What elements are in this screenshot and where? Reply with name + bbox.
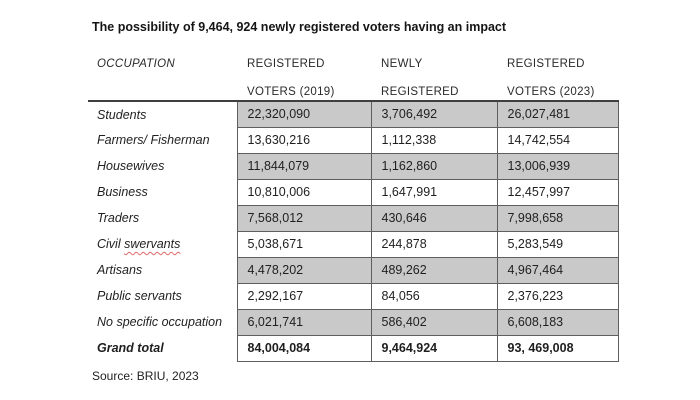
- occupation-cell: Farmers/ Fisherman: [97, 133, 210, 147]
- registered-2023-cell: 7,998,658: [497, 205, 618, 231]
- registered-2019-cell: 4,478,202: [237, 257, 371, 283]
- registered-2023-cell: 5,283,549: [497, 231, 618, 257]
- newly-registered-cell: 3,706,492: [371, 101, 497, 127]
- registered-2019-cell: 7,568,012: [237, 205, 371, 231]
- registered-2023-cell: 26,027,481: [497, 101, 618, 127]
- header-occupation-label-line2: [97, 85, 237, 100]
- header-registered-2019: [237, 57, 371, 100]
- newly-registered-cell: 9,464,924: [371, 335, 497, 361]
- occupation-cell: Business: [97, 185, 148, 199]
- registered-2023-cell: 2,376,223: [497, 283, 618, 309]
- occupation-cell: Traders: [97, 211, 140, 225]
- registered-2023-cell: 13,006,939: [497, 153, 618, 179]
- header-occupation: [88, 57, 237, 100]
- registered-2019-cell: 11,844,079: [237, 153, 371, 179]
- table-row: [88, 257, 618, 283]
- table-row: [88, 283, 618, 309]
- registered-2019-cell: 84,004,084: [237, 335, 371, 361]
- table-title: The possibility of 9,464, 924 newly registered voters having an impact: [92, 20, 507, 34]
- source-note: Source: BRIU, 2023: [92, 368, 199, 383]
- table-header-row: [88, 57, 700, 100]
- header-registered-2019-line2: VOTERS (2019): [247, 86, 335, 98]
- occupation-cell: Housewives: [97, 159, 165, 173]
- newly-registered-cell: 430,646: [371, 205, 497, 231]
- occupation-cell: Public servants: [97, 289, 182, 303]
- newly-registered-cell: 244,878: [371, 231, 497, 257]
- registered-2019-cell: 10,810,006: [237, 179, 371, 205]
- registered-2023-cell: 6,608,183: [497, 309, 618, 335]
- header-newly-registered-line2: REGISTERED: [381, 86, 459, 98]
- table-row: [88, 179, 618, 205]
- registered-2019-cell: 13,630,216: [237, 127, 371, 153]
- registered-2019-cell: 22,320,090: [237, 101, 371, 127]
- voter-data-table: [88, 100, 619, 362]
- registered-2023-cell: 12,457,997: [497, 179, 618, 205]
- occupation-cell: No specific occupation: [97, 315, 223, 329]
- header-registered-2019-line1: REGISTERED: [247, 58, 325, 70]
- table-row: [88, 101, 618, 127]
- occupation-cell: Artisans: [97, 263, 143, 277]
- registered-2023-cell: 4,967,464: [497, 257, 618, 283]
- header-newly-registered-line1: NEWLY: [381, 58, 423, 70]
- header-registered-2023-line1: REGISTERED: [507, 58, 585, 70]
- newly-registered-cell: 1,162,860: [371, 153, 497, 179]
- occupation-cell: Grand total: [97, 341, 164, 355]
- registered-2019-cell: 6,021,741: [237, 309, 371, 335]
- newly-registered-cell: 1,647,991: [371, 179, 497, 205]
- newly-registered-cell: 84,056: [371, 283, 497, 309]
- table-row: [88, 335, 618, 361]
- header-registered-2023-line2: VOTERS (2023): [507, 86, 595, 98]
- table-row: [88, 127, 618, 153]
- registered-2023-cell: 14,742,554: [497, 127, 618, 153]
- registered-2023-cell: 93, 469,008: [497, 335, 618, 361]
- table-body: [88, 101, 618, 361]
- occupation-text: Civil: [97, 237, 125, 251]
- header-registered-2023: [497, 57, 618, 100]
- table-row: [88, 309, 618, 335]
- registered-2019-cell: 5,038,671: [237, 231, 371, 257]
- occupation-cell: Students: [97, 107, 147, 122]
- newly-registered-cell: 1,112,338: [371, 127, 497, 153]
- occupation-cell: [88, 231, 237, 257]
- header-newly-registered: [371, 57, 497, 100]
- registered-2019-cell: 2,292,167: [237, 283, 371, 309]
- misspelled-word: swervants: [124, 237, 181, 251]
- table-row: [88, 153, 618, 179]
- header-occupation-label: OCCUPATION: [97, 58, 175, 70]
- table-row: [88, 231, 618, 257]
- newly-registered-cell: 489,262: [371, 257, 497, 283]
- table-row: [88, 205, 618, 231]
- newly-registered-cell: 586,402: [371, 309, 497, 335]
